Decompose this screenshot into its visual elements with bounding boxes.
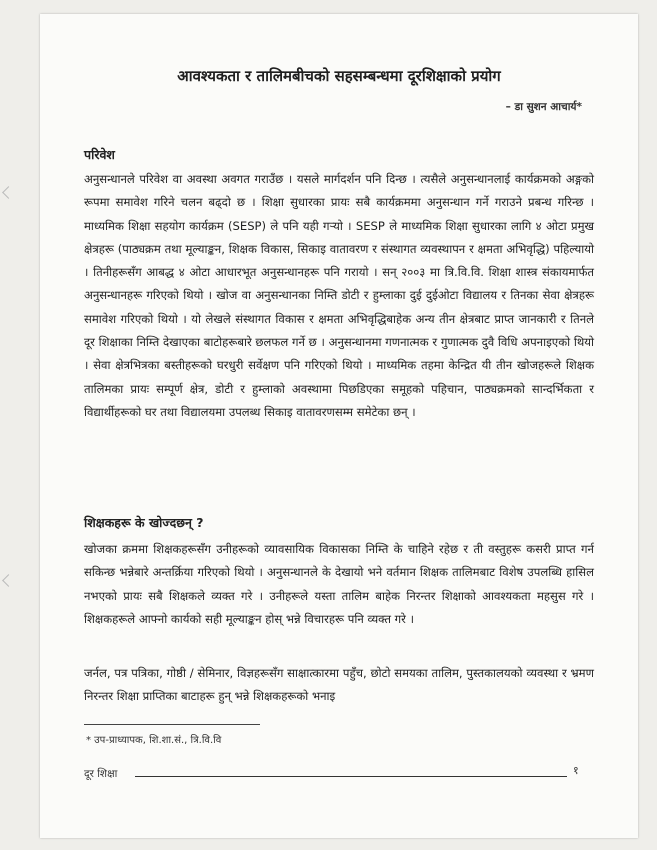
paragraph-teachers-needs: खोजका क्रममा शिक्षकहरूसँग उनीहरूको व्यावसायिक विकासका निम्ति के चाहिने रहेछ र ती वस्तुहरू कसरी प्राप्त गर्न सकिन्छ भन्नेबारे अन्तर्क्रिया गरिएको थियो । अनुसन्धानले के देखायो भने वर्तमान शिक्षक तालिमबाट विशेष उपलब्धि हासिल नभएको प्रायः सबै शिक्षकले व्यक्त गरे । उनीहरूले यस्ता तालिम बाहेक निरन्तर शिक्षाको आवश्यकता महसुस गरे । शिक्षकहरूले आफ्नो कार्यको सही मूल्याङ्कन होस् भन्ने विचारहरू पनि व्यक्त गरे । bbox=[84, 542, 594, 626]
section-heading-teachers-seek: शिक्षकहरू के खोज्दछन् ? bbox=[84, 515, 204, 530]
section-heading-background: परिवेश bbox=[84, 147, 115, 162]
footer-divider bbox=[135, 776, 567, 777]
paragraph-background: अनुसन्धानले परिवेश वा अवस्था अवगत गराउँछ । यसले मार्गदर्शन पनि दिन्छ । त्यसैले अनुसन्धानलाई कार्यक्रमको अङ्गको रूपमा समावेश गरिने चलन बढ्दो छ । शिक्षा सुधारका प्रायः सबै कार्यक्रममा अनुसन्धान गर्ने गराउने प्रबन्ध गरिन्छ । माध्यमिक शिक्षा सहयोग कार्यक्रम (SESP) ले पनि यही गर्‍यो । SESP ले माध्यमिक शिक्षा सुधारका लागि ४ ओटा प्रमुख क्षेत्रहरू (पाठ्यक्रम तथा मूल्याङ्कन, शिक्षक विकास, सिकाइ वातावरण र संस्थागत व्यवस्थापन र क्षमता अभिवृद्धि) पहिल्यायो । तिनीहरूसँग आबद्ध ४ ओटा आधारभूत अनुसन्धानहरू पनि गरायो । सन् २००३ मा त्रि.वि.वि. शिक्षा शास्त्र संकायमार्फत अनुसन्धानहरू गरिएको थियो । खोज वा अनुसन्धानका निम्ति डोटी र हुम्लाका दुई दुईओटा विद्यालय र तिनका सेवा क्षेत्रहरू समावेश गरिएको थियो । यो लेखले संस्थागत विकास र क्षमता अभिवृद्धिबाहेक अन्य तीन क्षेत्रबाट प्राप्त जानकारी र तिनले दूर शिक्षाका निम्ति देखाएका बाटोहरूबारे छलफल गर्ने छ । अनुसन्धानमा गणनात्मक र गुणात्मक दुवै विधि अपनाइएको थियो । सेवा क्षेत्रभित्रका बस्तीहरूको घरधुरी सर्वेक्षण पनि गरिएको थियो । माध्यमिक तहमा केन्द्रित यी तीन खोजहरूले शिक्षक तालिमका प्रायः सम्पूर्ण क्षेत्र, डोटी र हुम्लाको अवस्थामा पिछडिएका समूहको पहिचान, पाठ्यक्रमको सान्दर्भिकता र विद्यार्थीहरूको घर तथा विद्यालयमा उपलब्ध सिकाइ वातावरणसम्म समेटेका छन् । bbox=[84, 172, 594, 419]
footnote: * उप-प्राध्यापक, शि.शा.सं., त्रि.वि.वि bbox=[86, 735, 222, 746]
footnote-divider bbox=[84, 724, 260, 725]
scan-mark bbox=[2, 574, 15, 587]
footer-label: दूर शिक्षा bbox=[84, 768, 118, 780]
paragraph-continuing-education: जर्नल, पत्र पत्रिका, गोष्ठी / सेमिनार, विज्ञहरूसँग साक्षात्कारमा पहुँच, छोटो समयका तालिम, पुस्तकालयको व्यवस्था र भ्रमण निरन्तर शिक्षा प्राप्तिका बाटाहरू हुन् भन्ने शिक्षकहरूको भनाइ bbox=[84, 666, 594, 704]
scan-mark bbox=[2, 186, 15, 199]
document-title: आवश्यकता र तालिमबीचको सहसम्बन्धमा दूरशिक्षाको प्रयोग bbox=[177, 67, 501, 85]
page-number: १ bbox=[573, 764, 579, 777]
document-page bbox=[40, 14, 638, 838]
author-line: – डा सुशन आचार्य* bbox=[505, 101, 582, 113]
